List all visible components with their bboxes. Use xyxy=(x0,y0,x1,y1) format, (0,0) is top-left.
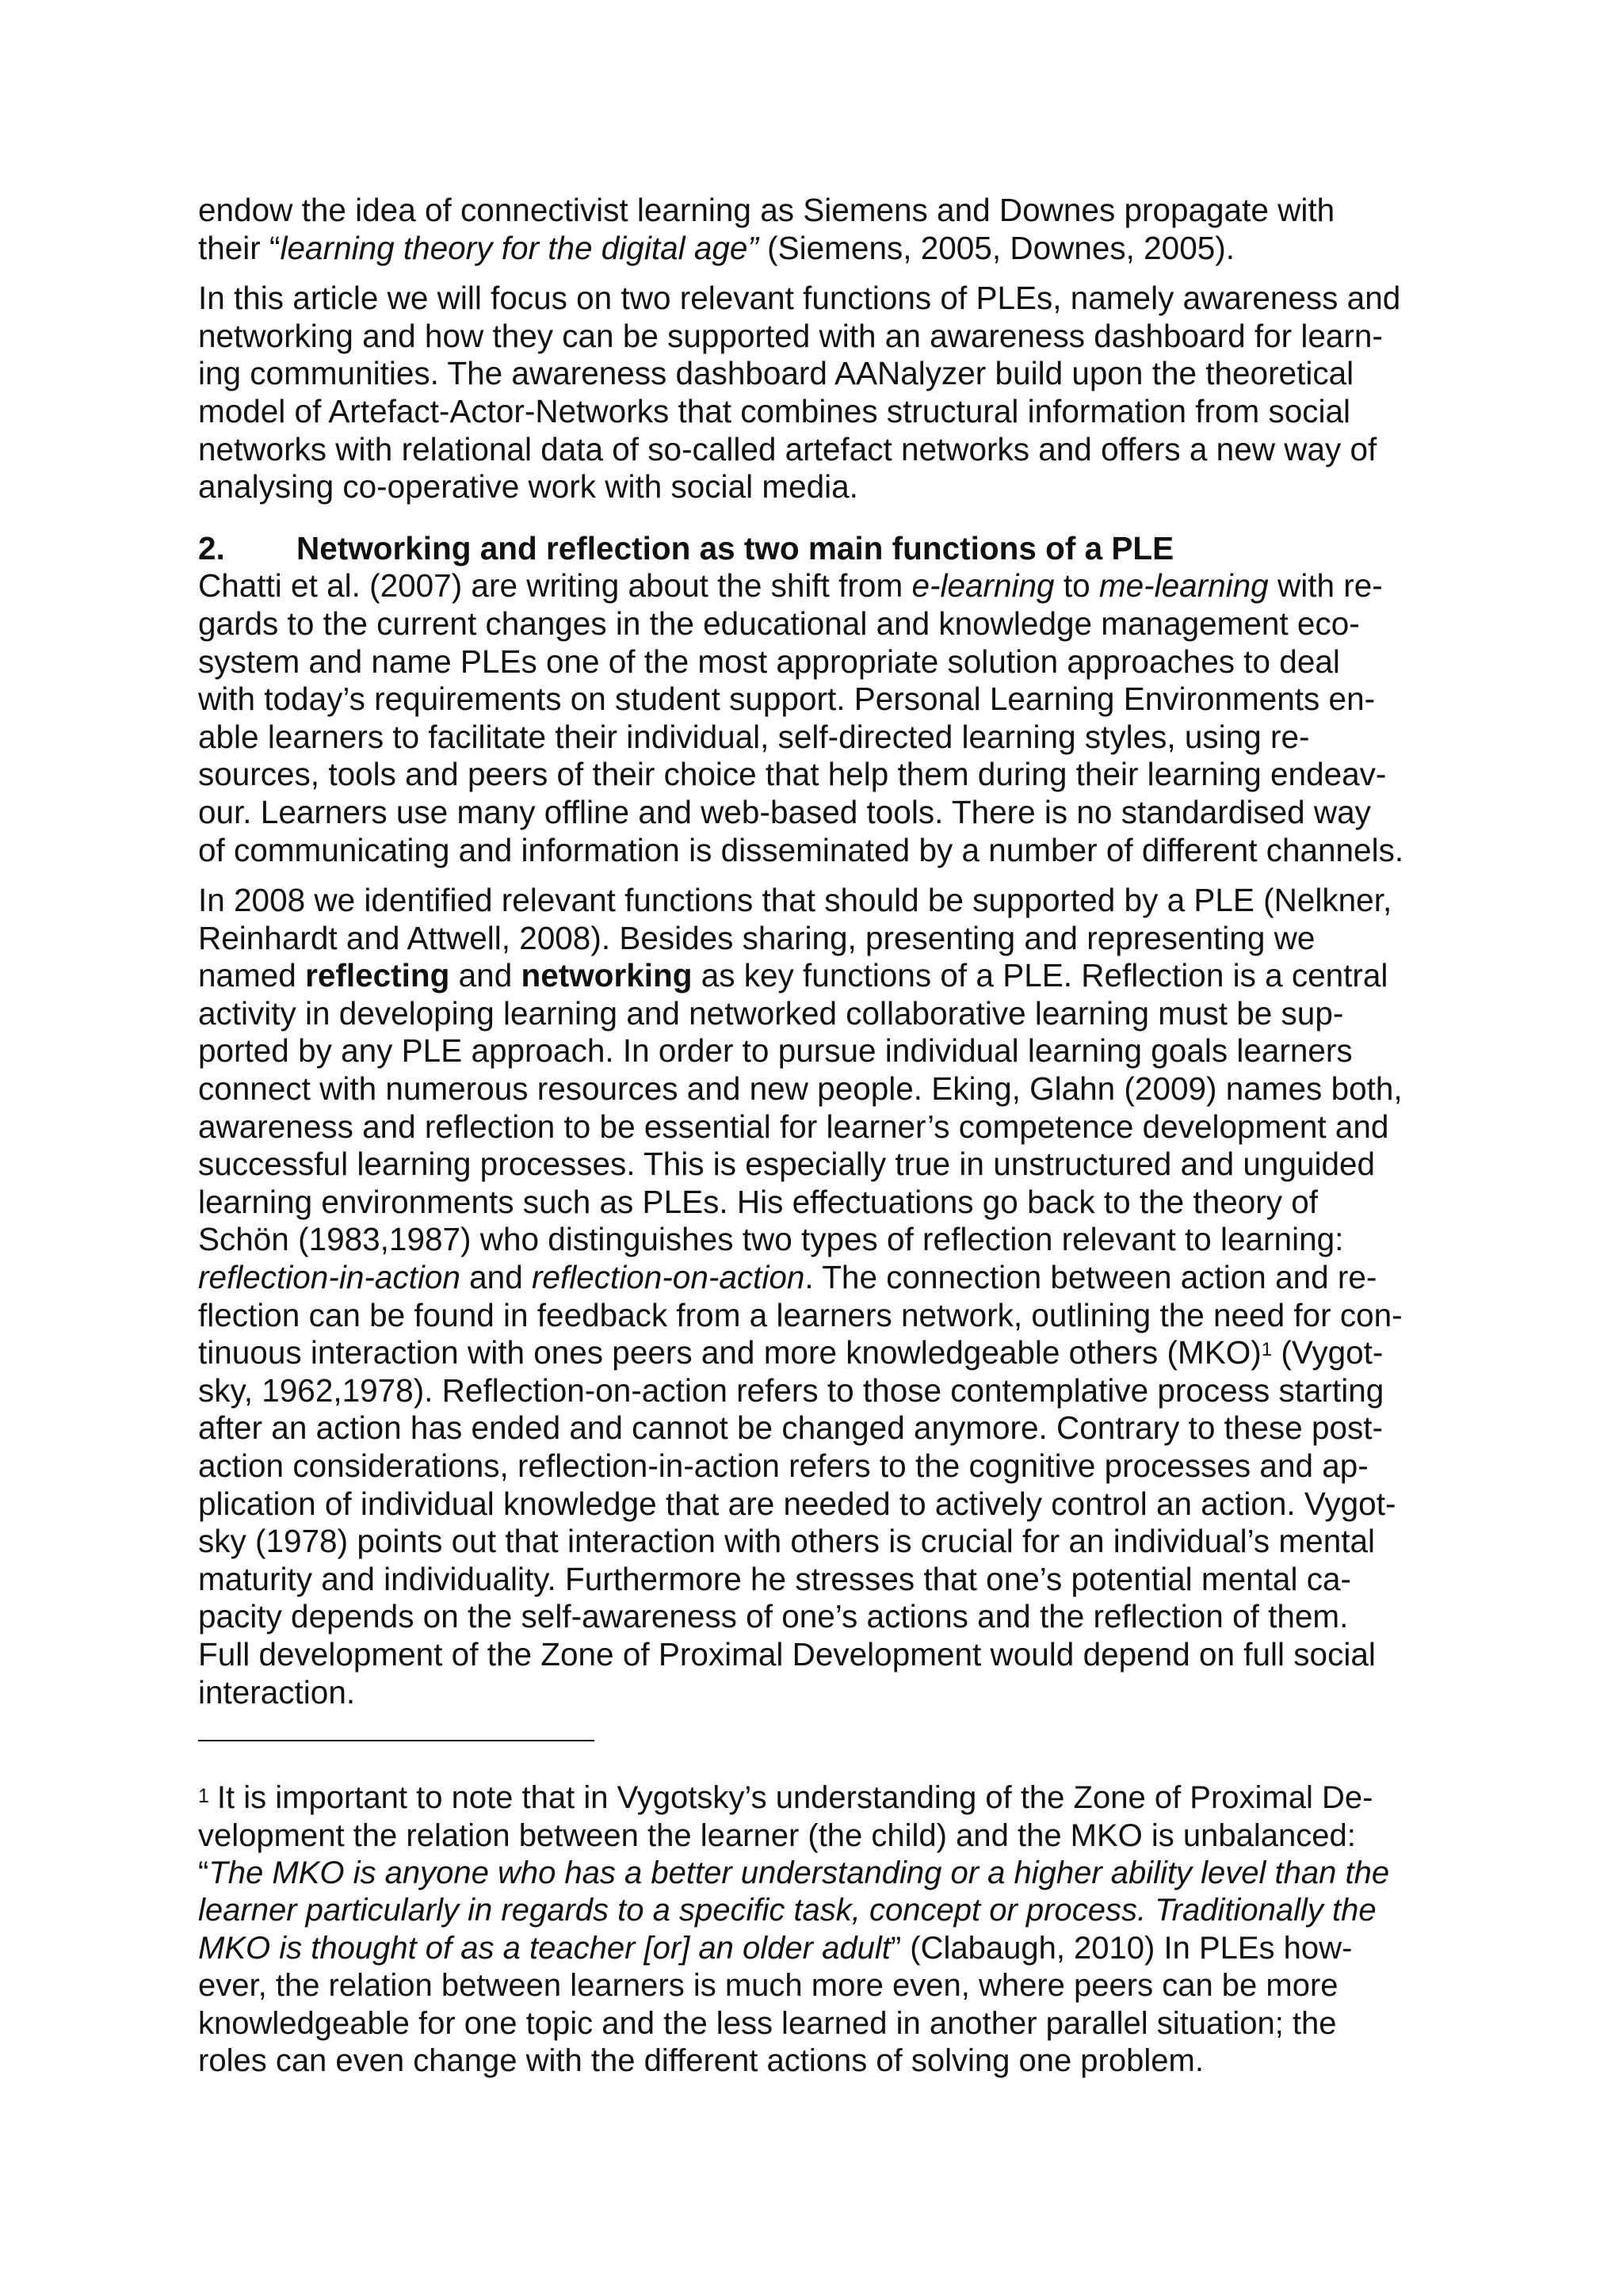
text-line: maturity and individuality. Furthermore he stresses that one’s potential mental ca- xyxy=(198,1560,1351,1597)
footnote-line: ever, the relation between learners is much more even, where peers can be more xyxy=(198,1968,1338,2004)
text-line: ported by any PLE approach. In order to pursue individual learning goals learners xyxy=(198,1032,1353,1070)
footnote-divider xyxy=(198,1740,594,1741)
section-heading xyxy=(198,530,1434,568)
text-line: named reflecting and networking as key functions of a PLE. Reflection is a central xyxy=(198,957,1388,994)
text-line: learning environments such as PLEs. His effectuations go back to the theory of xyxy=(198,1183,1319,1220)
text-line: In 2008 we identified relevant functions that should be supported by a PLE (Nelkner, xyxy=(198,882,1392,919)
footnote-line: roles can even change with the different actions of solving one problem. xyxy=(198,2042,1204,2078)
italic-quote: MKO is thought of as a teacher [or] an older adult xyxy=(198,1930,891,1966)
paragraph-intro-continuation xyxy=(198,192,1434,267)
text-line: activity in developing learning and networked collaborative learning must be sup- xyxy=(198,994,1344,1032)
footnote-line: velopment the relation between the learner (the child) and the MKO is unbalanced: xyxy=(198,1817,1356,1853)
text-line: Schön (1983,1987) who distinguishes two types of reflection relevant to learning: xyxy=(198,1221,1344,1258)
italic-term: reflection-on-action xyxy=(531,1259,805,1296)
footnote-line: $^1$ It is important to note that in Vygotsky’s understanding of the Zone of Proximal De- xyxy=(198,1780,1373,1816)
bold-term: reflecting xyxy=(305,957,450,994)
text-line: endow the idea of connectivist learning as Siemens and Downes propagate with xyxy=(198,192,1335,228)
footnote-line: “The MKO is anyone who has a better understanding or a higher ability level than the xyxy=(198,1855,1390,1890)
text-line: sources, tools and peers of their choice that help them during their learning endeav- xyxy=(198,756,1387,793)
text-line: successful learning processes. This is especially true in unstructured and unguided xyxy=(198,1146,1376,1183)
text-line: Reinhardt and Attwell, 2008). Besides sharing, presenting and representing we xyxy=(198,919,1316,956)
text-line: able learners to facilitate their individual, self-directed learning styles, using re- xyxy=(198,718,1310,755)
footnote xyxy=(198,1779,1434,2080)
section-title: Networking and reflection as two main functions of a PLE xyxy=(296,529,1174,566)
text-line: ing communities. The awareness dashboard AANalyzer build upon the theoretical xyxy=(198,355,1354,392)
italic-phrase: learning theory for the digital age” xyxy=(280,229,758,266)
italic-quote: The MKO is anyone who has a better understanding or a higher ability level than the xyxy=(208,1855,1390,1890)
footnote-reference[interactable]: 1 xyxy=(1261,1339,1273,1361)
footnote-line: knowledgeable for one topic and the less learned in another parallel situation; the xyxy=(198,2005,1337,2041)
text-line: connect with numerous resources and new people. Eking, Glahn (2009) names both, xyxy=(198,1070,1403,1108)
text-line: system and name PLEs one of the most appropriate solution approaches to deal xyxy=(198,643,1340,680)
text-line: networks with relational data of so-called artefact networks and offers a new way of xyxy=(198,430,1377,467)
text-line: pacity depends on the self-awareness of one’s actions and the reflection of them. xyxy=(198,1598,1349,1635)
text-line: sky, 1962,1978). Reflection-on-action refers to those contemplative process starting xyxy=(198,1371,1384,1409)
page-content xyxy=(198,192,1434,2080)
text-line: interaction. xyxy=(198,1673,356,1711)
text-line: plication of individual knowledge that are needed to actively control an action. Vygot- xyxy=(198,1485,1396,1522)
text-line: model of Artefact-Actor-Networks that combines structural information from social xyxy=(198,392,1351,429)
text-line: their “learning theory for the digital age” (Siemens, 2005, Downes, 2005). xyxy=(198,229,1235,266)
text-line: our. Learners use many offline and web-based tools. There is no standardised way xyxy=(198,793,1371,830)
text-line: action considerations, reflection-in-action refers to the cognitive processes and ap- xyxy=(198,1447,1369,1484)
text-line: In this article we will focus on two relevant functions of PLEs, namely awareness and xyxy=(198,280,1401,317)
text-line: of communicating and information is disseminated by a number of different channels. xyxy=(198,831,1404,868)
text-line: sky (1978) points out that interaction with others is crucial for an individual’s mental xyxy=(198,1523,1375,1560)
italic-term: reflection-in-action xyxy=(198,1259,460,1296)
italic-term: e-learning xyxy=(911,567,1055,605)
text-line: analysing co-operative work with social media. xyxy=(198,468,858,505)
italic-quote: learner particularly in regards to a specific task, concept or process. Traditionally the xyxy=(198,1893,1377,1928)
footnote-line: MKO is thought of as a teacher [or] an older adult” (Clabaugh, 2010) In PLEs how- xyxy=(198,1930,1353,1966)
text-line: Chatti et al. (2007) are writing about the shift from e-learning to me-learning with re- xyxy=(198,567,1383,605)
text-line: tinuous interaction with ones peers and more knowledgeable others (MKO)$^1$ (Vygot- xyxy=(198,1334,1384,1371)
paragraph-e-learning-shift xyxy=(198,567,1434,869)
section-number: 2. xyxy=(198,529,225,566)
paragraph-article-focus xyxy=(198,280,1434,506)
paragraph-ple-functions xyxy=(198,882,1434,1711)
bold-term: networking xyxy=(521,957,693,994)
italic-term: me-learning xyxy=(1098,567,1269,605)
footnote-marker: 1 xyxy=(198,1785,209,1808)
text-line: flection can be found in feedback from a learners network, outlining the need for con- xyxy=(198,1296,1403,1333)
text-line: awareness and reflection to be essential for learner’s competence development and xyxy=(198,1108,1389,1145)
text-line: Full development of the Zone of Proximal Development would depend on full social xyxy=(198,1635,1376,1672)
text-line: reflection-in-action and reflection-on-action. The connection between action and re- xyxy=(198,1259,1377,1296)
text-line: with today’s requirements on student support. Personal Learning Environments en- xyxy=(198,681,1376,718)
text-line: networking and how they can be supported with an awareness dashboard for learn- xyxy=(198,317,1383,354)
text-line: gards to the current changes in the educational and knowledge management eco- xyxy=(198,605,1360,642)
footnote-line xyxy=(198,1892,1434,1929)
text-line: after an action has ended and cannot be changed anymore. Contrary to these post- xyxy=(198,1409,1383,1447)
